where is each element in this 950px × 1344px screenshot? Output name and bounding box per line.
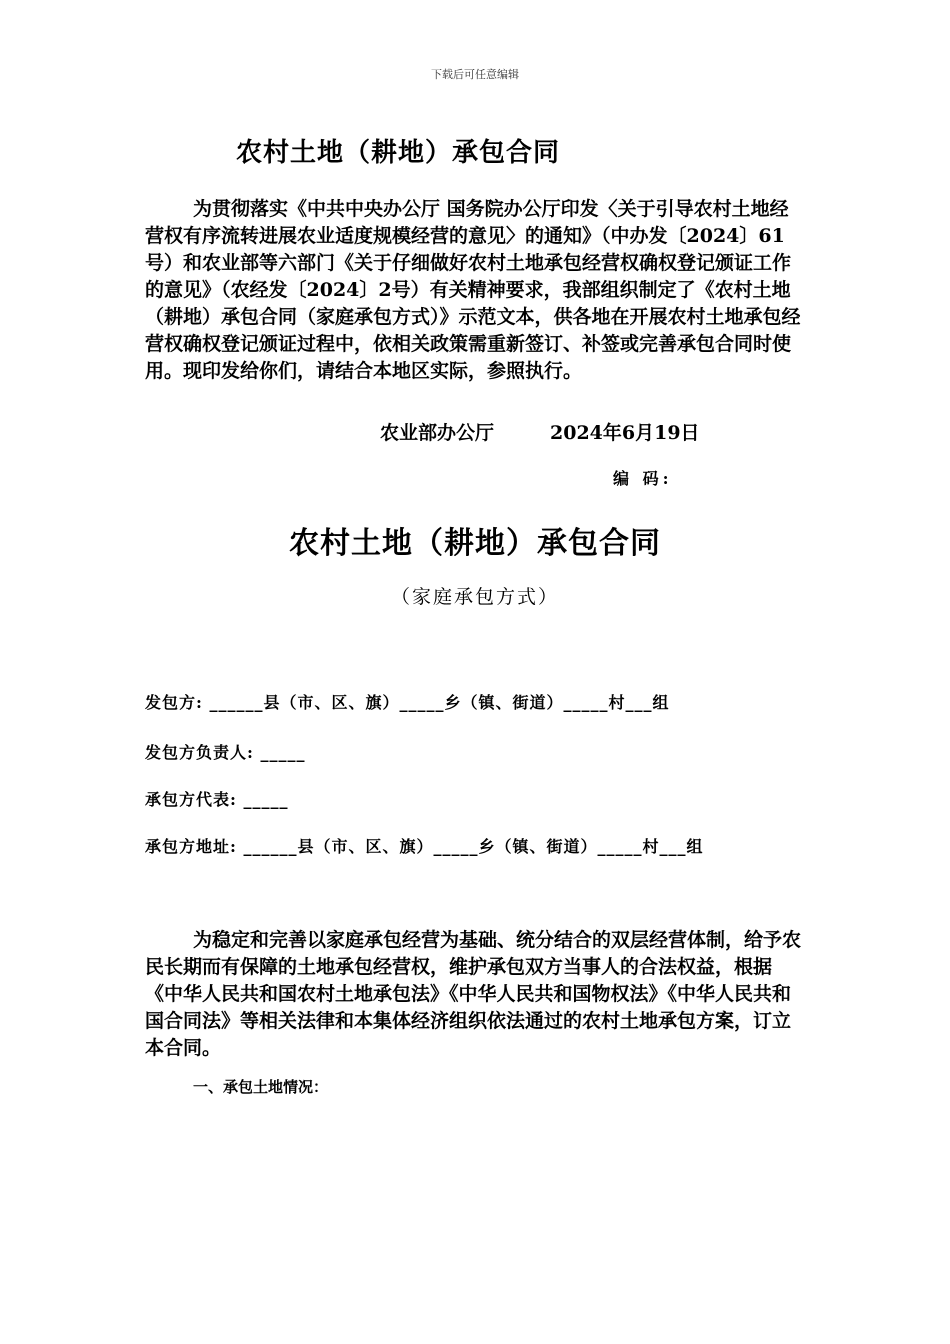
signature-line <box>380 418 700 445</box>
header-note: 下载后可任意编辑 <box>431 68 519 81</box>
code-label: 编 码: <box>613 469 673 488</box>
contractor-rep-field: 承包方代表: _____ <box>145 790 289 809</box>
signature-date: 2024年6月19日 <box>550 422 700 444</box>
section-heading: 一、承包土地情况： <box>193 1078 329 1096</box>
contract-title: 农村土地（耕地）承包合同 <box>289 526 661 561</box>
issuer-field: 发包方: ______县（市、区、旗）_____乡（镇、街道）_____村___组 <box>145 693 670 712</box>
contract-preamble: 为稳定和完善以家庭承包经营为基础、统分结合的双层经营体制，给予农民长期而有保障的土地承包经营权，维护承包双方当事人的合法权益，根据《中华人民共和国农村土地承包法》《中华人民共和国物权法》《中华人民共和国合同法》等相关法律和本集体经济组织依法通过的农村土地承包方案，订立本合同。 <box>145 929 802 1059</box>
notice-title: 农村土地（耕地）承包合同 <box>236 138 561 168</box>
contract-subtitle: （家庭承包方式） <box>390 586 559 608</box>
notice-paragraph: 为贯彻落实《中共中央办公厅 国务院办公厅印发〈关于引导农村土地经营权有序流转进展农业适度规模经营的意见〉的通知》（中办发〔2024〕61号）和农业部等六部门《关于仔细做好农村土地承包经营权确权登记颁证工作的意见》（农经发〔2024〕2号）有关精神要求，我部组织制定了《农村土地（耕地）承包合同（家庭承包方式）》示范文本，供各地在开展农村土地承包经营权确权登记颁证过程中，依相关政策需重新签订、补签或完善承包合同时使用。现印发给你们，请结合本地区实际，参照执行。 <box>145 198 801 382</box>
issuer-head-field: 发包方负责人: _____ <box>145 743 306 762</box>
contractor-address-field: 承包方地址: ______县（市、区、旗）_____乡（镇、街道）_____村___组 <box>145 837 704 856</box>
signature-org: 农业部办公厅 <box>380 422 495 444</box>
